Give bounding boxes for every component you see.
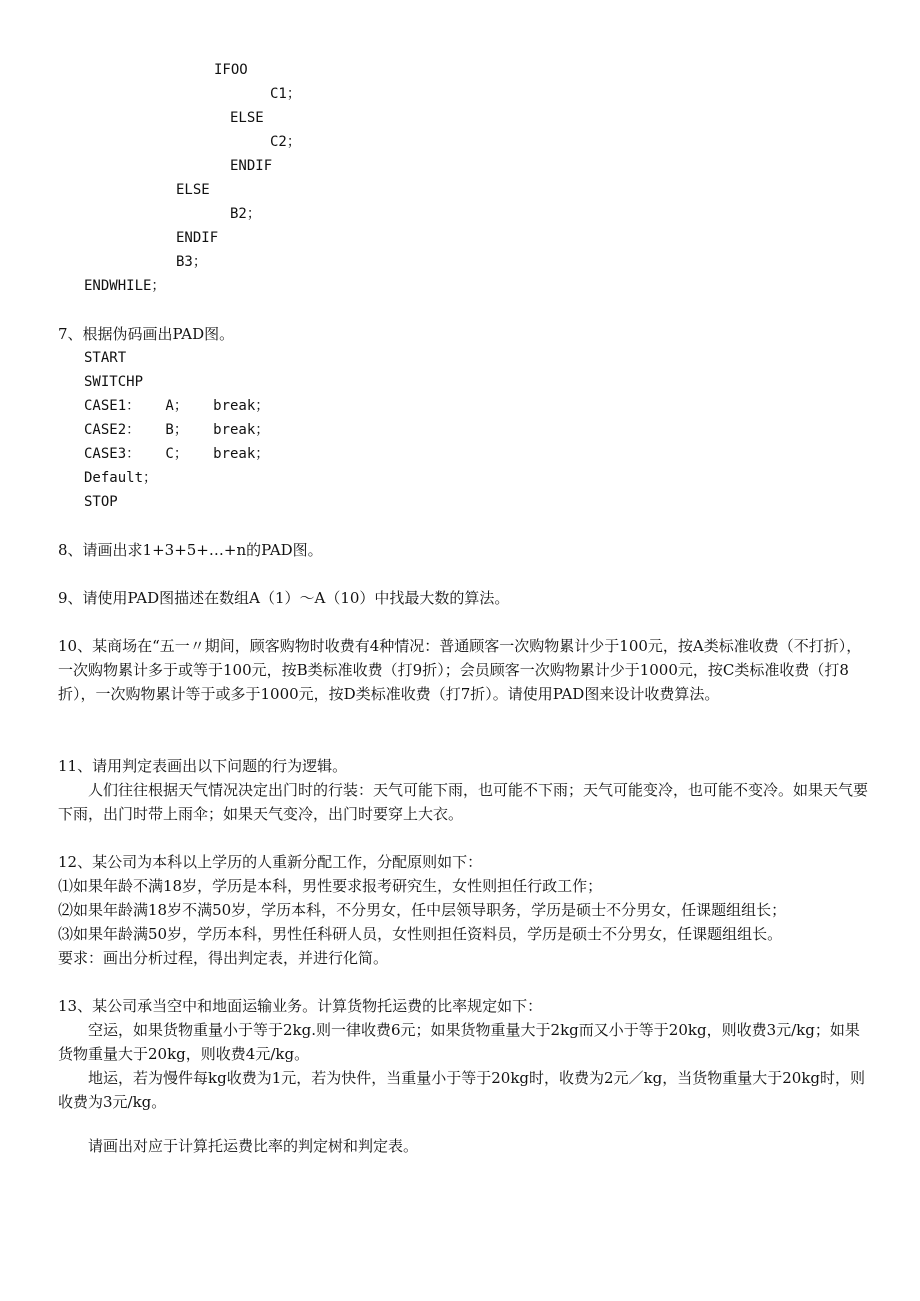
question-7-title: 7、根据伪码画出PAD图。 (58, 325, 235, 343)
code-line-else-outer: ELSE (176, 182, 210, 198)
code-line-endif-outer: ENDIF (176, 230, 219, 246)
question-12-item-2: ⑵如果年龄满18岁不满50岁，学历本科，不分男女，任中层领导职务，学历是硕士不分男女，任课题组组长； (58, 901, 787, 919)
question-12-item-1: ⑴如果年龄不满18岁，学历是本科，男性要求报考研究生，女性则担任行政工作； (58, 877, 603, 895)
question-12-item-3: ⑶如果年龄满50岁，学历本科，男性任科研人员，女性则担任资料员，学历是硕士不分男女，任课题组组长。 (58, 925, 783, 943)
question-9-title: 9、请使用PAD图描述在数组A（1）～A（10）中找最大数的算法。 (58, 589, 510, 607)
question-11-title: 11、请用判定表画出以下问题的行为逻辑。 (58, 757, 348, 775)
question-13-ground: 地运，若为慢件每kg收费为1元，若为快件，当重量小于等于20kg时，收费为2元／kg，当货物重量大于20kg时，则收费为3元/kg。 (58, 1069, 866, 1111)
code-line-endwhile: ENDWHILE； (84, 278, 166, 294)
code-line-c2: C2； (270, 134, 301, 150)
q7-code-case2: CASE2： B； break； (84, 422, 270, 438)
q7-code-stop: STOP (84, 494, 118, 510)
question-13-task: 请画出对应于计算托运费比率的判定树和判定表。 (88, 1137, 419, 1155)
q7-code-default: Default； (84, 470, 158, 486)
code-line-else-inner: ELSE (230, 110, 264, 126)
question-8 (58, 538, 868, 562)
q7-code-case3: CASE3： C； break； (84, 446, 270, 462)
question-13-title: 13、某公司承当空中和地面运输业务。计算货物托运费的比率规定如下： (58, 997, 543, 1015)
question-12 (58, 850, 868, 970)
question-8-title: 8、请画出求1+3+5+…+n的PAD图。 (58, 541, 323, 559)
code-line-c1: C1； (270, 86, 301, 102)
question-13 (58, 994, 868, 1158)
question-9 (58, 586, 868, 610)
code-line-b2: B2； (230, 206, 261, 222)
q7-code-switch: SWITCHP (84, 374, 144, 390)
question-12-requirement: 要求：画出分析过程，得出判定表，并进行化简。 (58, 949, 389, 967)
question-11-body: 人们往往根据天气情况决定出门时的行装：天气可能下雨，也可能不下雨；天气可能变冷，也可能不变冷。如果天气要下雨，出门时带上雨伞；如果天气变冷，出门时要穿上大衣。 (58, 781, 869, 823)
question-10-text: 10、某商场在“五一〃期间，顾客购物时收费有4种情况：普通顾客一次购物累计少于100元，按A类标准收费（不打折），一次购物累计多于或等于100元，按B类标准收费（打9折）；会员顾客一次购物累计少于1000元，按C类标准收费（打8折），一次购物累计等于或多于1000元，按D类标准收费（打7折）。请使用PAD图来设计收费算法。 (58, 637, 862, 703)
question-12-title: 12、某公司为本科以上学历的人重新分配工作，分配原则如下： (58, 853, 483, 871)
question-7 (58, 322, 868, 346)
q7-code-start: START (84, 350, 127, 366)
code-line-b3: B3； (176, 254, 207, 270)
q7-code-case1: CASE1： A； break； (84, 398, 270, 414)
question-10 (58, 634, 868, 706)
question-13-air: 空运，如果货物重量小于等于2kg.则一律收费6元；如果货物重量大于2kg而又小于等于20kg，则收费3元/kg；如果货物重量大于20kg，则收费4元/kg。 (58, 1021, 860, 1063)
code-line-ifoo: IFOO (214, 62, 248, 78)
question-11 (58, 754, 868, 826)
code-line-endif-inner: ENDIF (230, 158, 273, 174)
